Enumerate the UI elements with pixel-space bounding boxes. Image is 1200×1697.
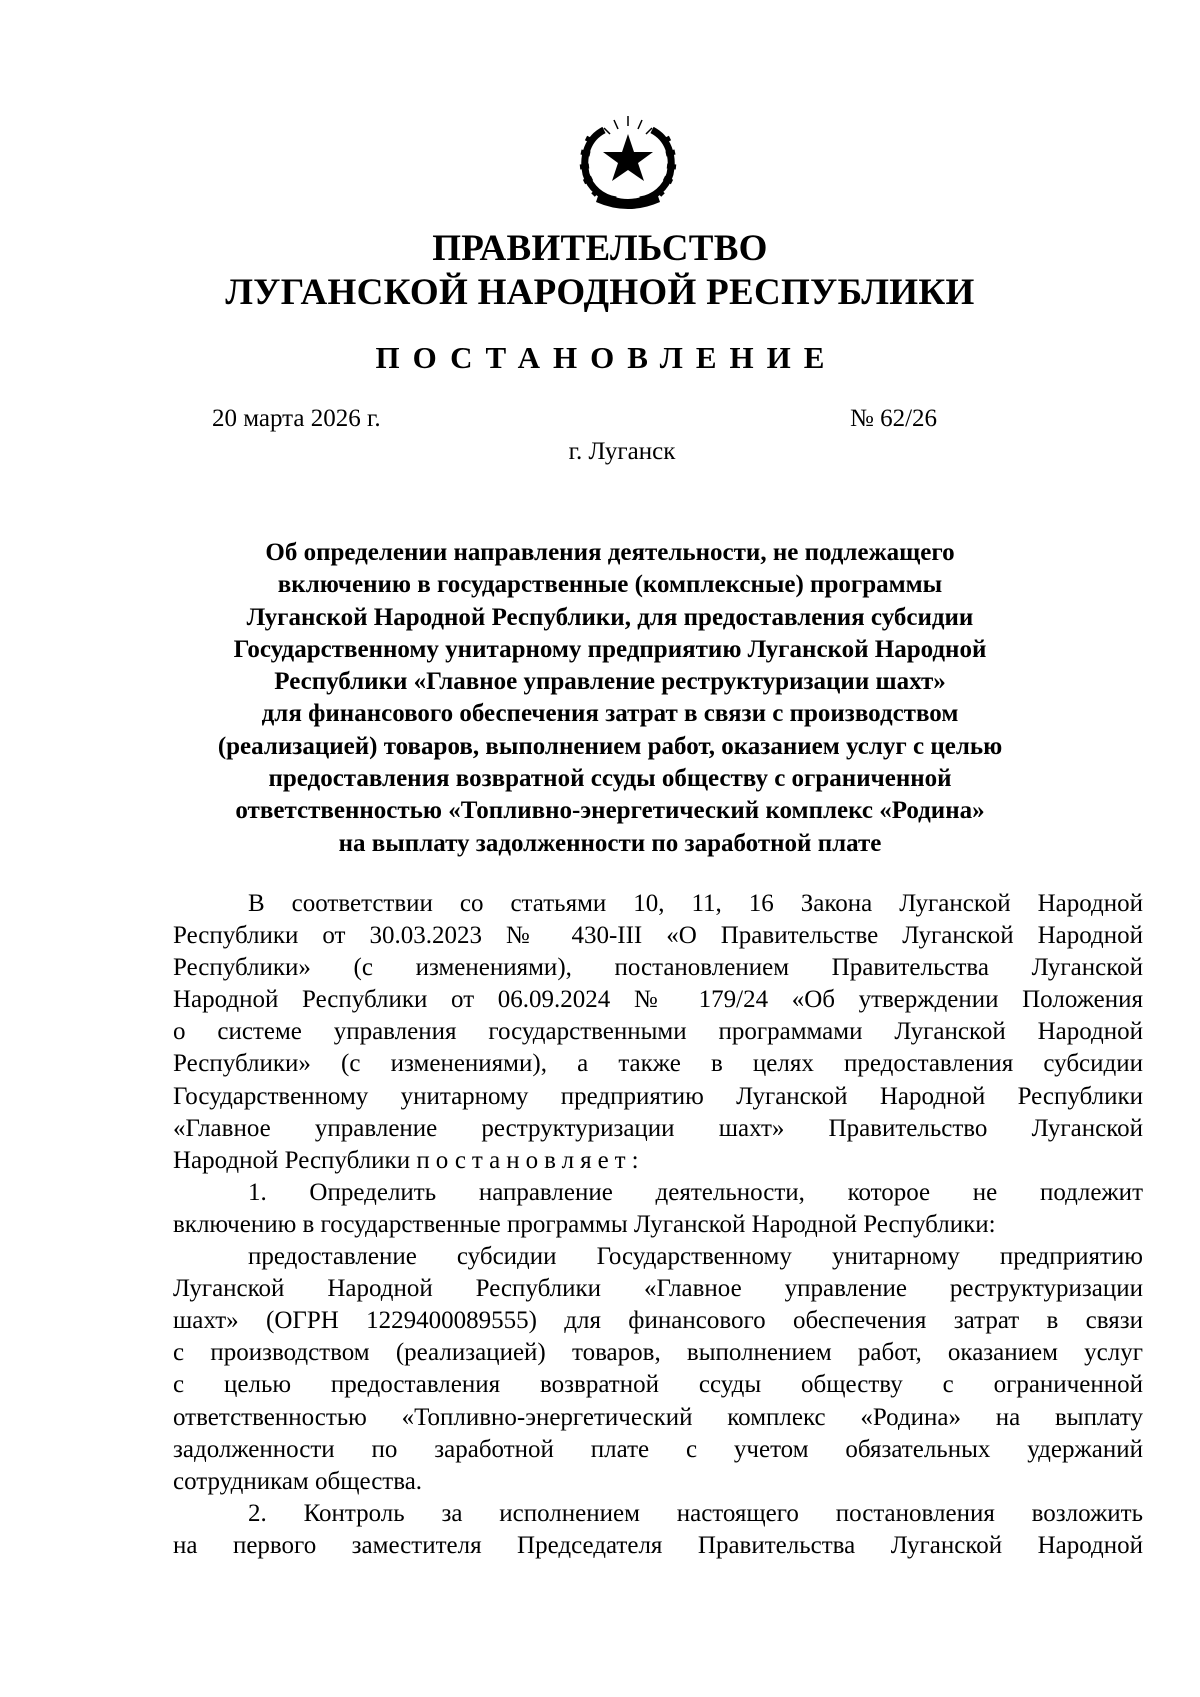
body-line: Народной Республики от 06.09.2024 № 179/24 «Об утверждении Положения: [173, 986, 1143, 1014]
resolves-word: постановляет:: [416, 1146, 645, 1174]
body-line: сотрудникам общества.: [173, 1467, 423, 1495]
body-line: с производством (реализацией) товаров, выполнением работ, оказанием услуг: [173, 1339, 1143, 1367]
body-line: включению в государственные программы Луганской Народной Республики:: [173, 1210, 996, 1238]
body-line: Республики от 30.03.2023 № 430-III «О Правительстве Луганской Народной: [173, 922, 1143, 950]
body-line: ответственностью «Топливно-энергетический комплекс «Родина» на выплату: [173, 1403, 1143, 1431]
subject-line: ответственностью «Топливно-энергетический комплекс «Родина»: [235, 797, 985, 825]
body-line: Республики» (с изменениями), а также в целях предоставления субсидии: [173, 1050, 1143, 1078]
body-line: Луганской Народной Республики «Главное управление реструктуризации: [173, 1275, 1143, 1303]
document-type: ПОСТАНОВЛЕНИЕ: [375, 340, 838, 375]
emblem-icon: [564, 112, 692, 212]
document-subject: [190, 537, 1030, 860]
document-city: г. Луганск: [568, 438, 676, 465]
body-line: задолженности по заработной плате с учетом обязательных удержаний: [173, 1435, 1143, 1463]
body-line: [173, 1145, 1143, 1177]
subject-line: включению в государственные (комплексные) программы: [277, 571, 943, 599]
subject-line: Луганской Народной Республики, для предоставления субсидии: [246, 603, 974, 631]
subject-line: (реализацией) товаров, выполнением работ, оказанием услуг с целью: [217, 732, 1003, 760]
subject-line: для финансового обеспечения затрат в связи с производством: [261, 700, 959, 728]
body-line: Государственному унитарному предприятию Луганской Народной Республики: [173, 1082, 1143, 1110]
body-line: 2. Контроль за исполнением настоящего постановления возложить: [248, 1499, 1143, 1527]
subject-line: Об определении направления деятельности, не подлежащего: [265, 539, 955, 566]
subject-line: Республики «Главное управление реструктуризации шахт»: [274, 668, 946, 696]
document-date: 20 марта 2026 г.: [212, 405, 381, 432]
body-line-text: Народной Республики: [173, 1146, 417, 1174]
body-line: «Главное управление реструктуризации шахт» Правительство Луганской: [173, 1114, 1143, 1142]
government-name-line2: ЛУГАНСКОЙ НАРОДНОЙ РЕСПУБЛИКИ: [225, 272, 975, 313]
body-line: Республики» (с изменениями), постановлением Правительства Луганской: [173, 954, 1143, 982]
body-line: о системе управления государственными программами Луганской Народной: [173, 1018, 1143, 1046]
subject-line: предоставления возвратной ссуды обществу с ограниченной: [268, 765, 952, 793]
body-line: предоставление субсидии Государственному унитарному предприятию: [248, 1243, 1143, 1271]
government-name-line1: ПРАВИТЕЛЬСТВО: [432, 228, 768, 269]
document-body: [173, 888, 1143, 1562]
document-number: № 62/26: [850, 405, 938, 432]
body-line: на первого заместителя Председателя Правительства Луганской Народной: [173, 1531, 1143, 1559]
body-line: с целью предоставления возвратной ссуды обществу с ограниченной: [173, 1371, 1143, 1399]
body-line: В соответствии со статьями 10, 11, 16 Закона Луганской Народной: [248, 890, 1143, 917]
body-line: шахт» (ОГРН 1229400089555) для финансового обеспечения затрат в связи: [173, 1307, 1143, 1335]
subject-line: на выплату задолженности по заработной плате: [338, 829, 882, 857]
subject-line: Государственному унитарному предприятию Луганской Народной: [233, 635, 987, 663]
body-line: 1. Определить направление деятельности, которое не подлежит: [248, 1178, 1143, 1206]
